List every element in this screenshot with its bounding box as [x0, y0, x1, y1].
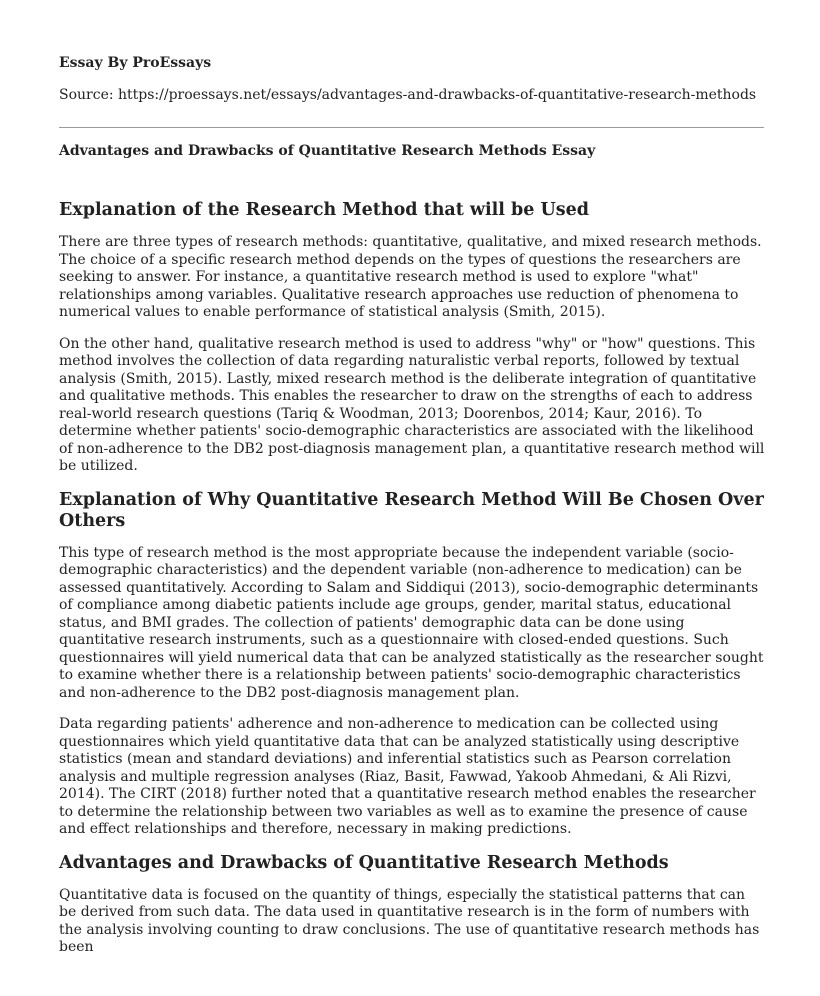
source-line: Source: https://proessays.net/essays/advantages-and-drawbacks-of-quantitative-research-methods — [59, 87, 757, 103]
section-heading: Explanation of Why Quantitative Research Method Will Be Chosen Over Others — [59, 489, 764, 531]
section-why-quantitative — [59, 490, 765, 839]
paragraph: This type of research method is the most appropriate because the independent variable (socio-demographic characteristics) and the dependent variable (non-adherence to medication) can be assessed quantitatively. According to Salam and Siddiqui (2013), socio-demographic determinants of compliance among diabetic patients include age groups, gender, marital status, educational status, and BMI grades. The collection of patients' demographic data can be done using quantitative research instruments, such as a questionnaire with closed-ended questions. Such questionnaires will yield numerical data that can be analyzed statistically as the researcher sought to examine whether there is a relationship between patients' socio-demographic characteristics and non-adherence to the DB2 post-diagnosis management plan. — [59, 544, 764, 701]
section-heading: Explanation of the Research Method that will be Used — [59, 200, 589, 220]
header-divider — [59, 127, 764, 128]
section-heading: Advantages and Drawbacks of Quantitative Research Methods — [59, 852, 669, 873]
section-advantages-drawbacks — [59, 853, 765, 957]
section-research-method — [59, 200, 765, 476]
paragraph: Data regarding patients' adherence and non-adherence to medication can be collected using questionnaires which yield quantitative data that can be analyzed statistically using descriptive statistics (mean and standard deviations) and inferential statistics such as Pearson correlation analysis and multiple regression analyses (Riaz, Basit, Fawwad, Yakoob Ahmedani, & Ali Rizvi, 2014). The CIRT (2018) further noted that a quantitative research method enables the researcher to determine the relationship between two variables as well as to examine the presence of cause and effect relationships and therefore, necessary in making predictions. — [59, 716, 756, 837]
essay-by-label: Essay By ProEssays — [59, 55, 212, 71]
paragraph: Quantitative data is focused on the quantity of things, especially the statistical patterns that can be derived from such data. The data used in quantitative research is in the form of numbers with the analysis involving counting to draw conclusions. The use of quantitative research methods has been — [59, 886, 760, 955]
essay-body — [59, 200, 765, 971]
essay-title: Advantages and Drawbacks of Quantitative Research Methods Essay — [59, 143, 596, 159]
paragraph: On the other hand, qualitative research method is used to address "why" or "how" questions. This method involves the collection of data regarding naturalistic verbal reports, followed by textual analysis (Smith, 2015). Lastly, mixed research method is the deliberate integration of quantitative and qualitative methods. This enables the researcher to draw on the strengths of each to address real-world research questions (Tariq & Woodman, 2013; Doorenbos, 2014; Kaur, 2016). To determine whether patients' socio-demographic characteristics are associated with the likelihood of non-adherence to the DB2 post-diagnosis management plan, a quantitative research method will be utilized. — [59, 335, 765, 474]
paragraph: There are three types of research methods: quantitative, qualitative, and mixed research methods. The choice of a specific research method depends on the types of questions the researchers are seeking to answer. For instance, a quantitative research method is used to explore "what" relationships among variables. Qualitative research approaches use reduction of phenomena to numerical values to enable performance of statistical analysis (Smith, 2015). — [59, 234, 762, 320]
